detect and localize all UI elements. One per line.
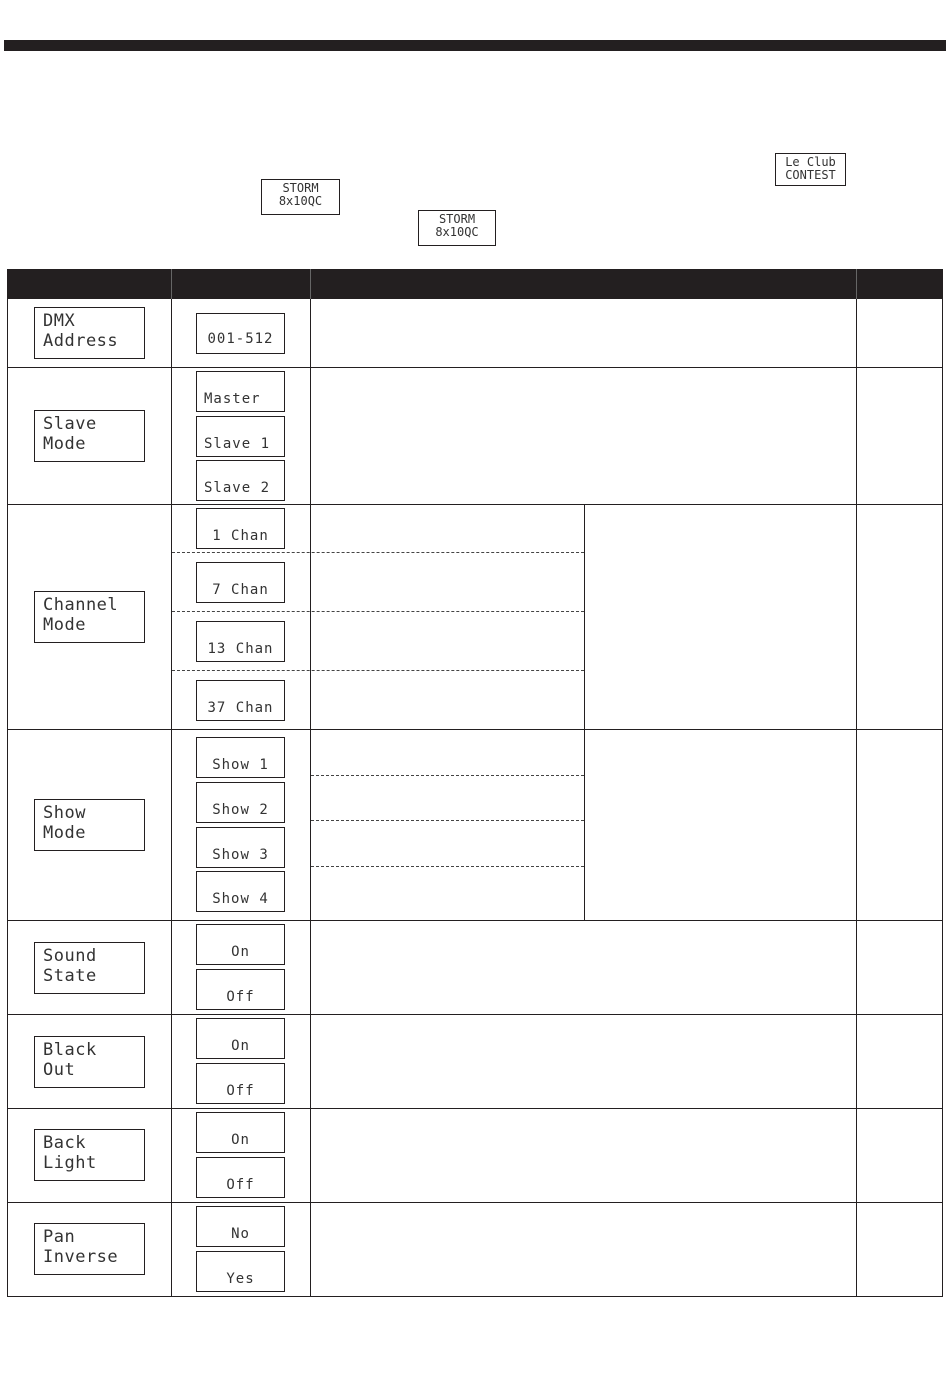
table-border [310, 299, 311, 1297]
option-display-master: Master [196, 371, 285, 412]
option-display-37-chan: 37 Chan [196, 680, 285, 721]
option-display-show-4: Show 4 [196, 871, 285, 912]
menu-display-channel-mode: Channel Mode [34, 591, 145, 643]
row-separator [7, 1108, 943, 1109]
option-display-7-chan: 7 Chan [196, 562, 285, 603]
table-border [171, 299, 172, 1297]
menu-display-back-light: Back Light [34, 1129, 145, 1181]
option-display-on: On [196, 924, 285, 965]
dashed-separator [172, 670, 584, 671]
dashed-separator [311, 820, 584, 821]
display-le-club-contest: Le Club CONTEST [775, 153, 846, 186]
row-separator [7, 1202, 943, 1203]
menu-display-dmx-address: DMX Address [34, 307, 145, 359]
option-display-on: On [196, 1112, 285, 1153]
option-display-no: No [196, 1206, 285, 1247]
dashed-separator [311, 775, 584, 776]
table-border [856, 299, 857, 1297]
dashed-separator [172, 552, 584, 553]
dashed-separator [311, 866, 584, 867]
row-separator [7, 920, 943, 921]
option-display-slave-1: Slave 1 [196, 416, 285, 457]
row-separator [7, 729, 943, 730]
display-storm-8x10qc: STORM 8x10QC [418, 210, 496, 246]
header-separator [171, 269, 172, 299]
menu-display-sound-state: Sound State [34, 942, 145, 994]
option-display-yes: Yes [196, 1251, 285, 1292]
table-header [7, 269, 943, 299]
option-display-13-chan: 13 Chan [196, 621, 285, 662]
option-display-off: Off [196, 1157, 285, 1198]
top-rule [4, 40, 946, 51]
option-display-001-512: 001-512 [196, 313, 285, 354]
row-separator [7, 367, 943, 368]
header-separator [856, 269, 857, 299]
menu-display-slave-mode: Slave Mode [34, 410, 145, 462]
option-display-1-chan: 1 Chan [196, 508, 285, 549]
header-separator [310, 269, 311, 299]
menu-display-black-out: Black Out [34, 1036, 145, 1088]
option-display-off: Off [196, 969, 285, 1010]
option-display-on: On [196, 1018, 285, 1059]
option-display-show-2: Show 2 [196, 782, 285, 823]
option-display-show-1: Show 1 [196, 737, 285, 778]
table-border [584, 505, 585, 729]
row-separator [7, 1296, 943, 1297]
row-separator [7, 1014, 943, 1015]
dashed-separator [172, 611, 584, 612]
option-display-slave-2: Slave 2 [196, 460, 285, 501]
option-display-show-3: Show 3 [196, 827, 285, 868]
row-separator [7, 504, 943, 505]
option-display-off: Off [196, 1063, 285, 1104]
table-border [942, 299, 943, 1297]
display-storm-8x10qc: STORM 8x10QC [261, 179, 340, 215]
menu-display-show-mode: Show Mode [34, 799, 145, 851]
table-border [7, 299, 8, 1297]
menu-display-pan-inverse: Pan Inverse [34, 1223, 145, 1275]
table-border [584, 729, 585, 920]
